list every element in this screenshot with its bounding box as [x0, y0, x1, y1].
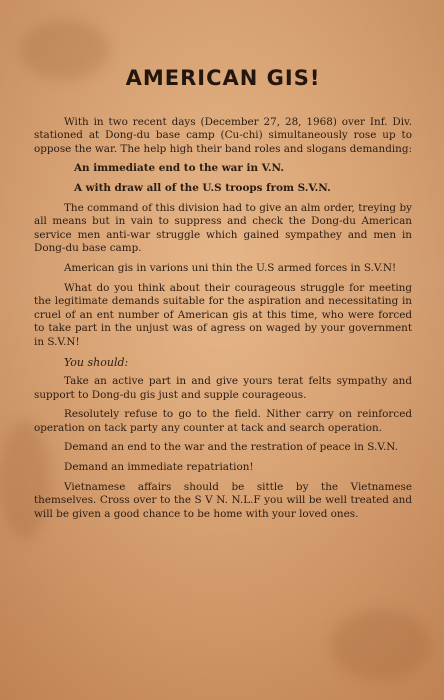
demand-end-war: An immediate end to the war in V.N.	[74, 162, 284, 175]
paragraph-support: Take an active part in and give yours terat felts sympathy and support to Dong-du gis just and supple courageous.	[34, 375, 412, 401]
paragraph-intro: With in two recent days (December 27, 28, 1968) over Inf. Div. stationed at Dong-du base camp (Cu-chi) simultaneously rose up to oppose the war. The help high their band roles and slogans demanding:	[34, 115, 413, 155]
paper-stain	[330, 610, 430, 680]
paragraph-refuse: Resolutely refuse to go to the field. Nither carry on reinforced operation on tack party any counter at tack and search operation.	[34, 408, 412, 434]
leaflet-title: AMERICAN GIS!	[125, 66, 321, 90]
paragraph-command: The command of this division had to give an alm order, treying by all means but in vain to suppress and check the Dong-du American service men anti-war struggle which gained sympathey and men in Dong-du base camp.	[34, 201, 412, 255]
paragraph-cross-over: Vietnamese affairs should be sittle by the Vietnamese themselves. Cross over to the S V N. N.L.F you will be well treated and will be given a good chance to be home with your loved ones.	[34, 480, 412, 520]
leaflet-body	[34, 62, 412, 527]
you-should-heading: You should:	[64, 355, 129, 369]
paragraph-demand-peace: Demand an end to the war and the restration of peace in S.V.N.	[64, 441, 399, 454]
paragraph-question: What do you think about their courageous struggle for meeting the legitimate demands suitable for the aspiration and necessitating in cruel of an ent number of American gis at this time, who were forced to take part in the unjust was of agress on waged by your government in S.V.N!	[34, 281, 412, 348]
demand-withdraw: A with draw all of the U.S troops from S.V.N.	[74, 181, 331, 194]
paragraph-repatriation: Demand an immediate repatriation!	[64, 461, 254, 474]
paragraph-address: American gis in varions uni thin the U.S armed forces in S.V.N!	[64, 261, 397, 274]
